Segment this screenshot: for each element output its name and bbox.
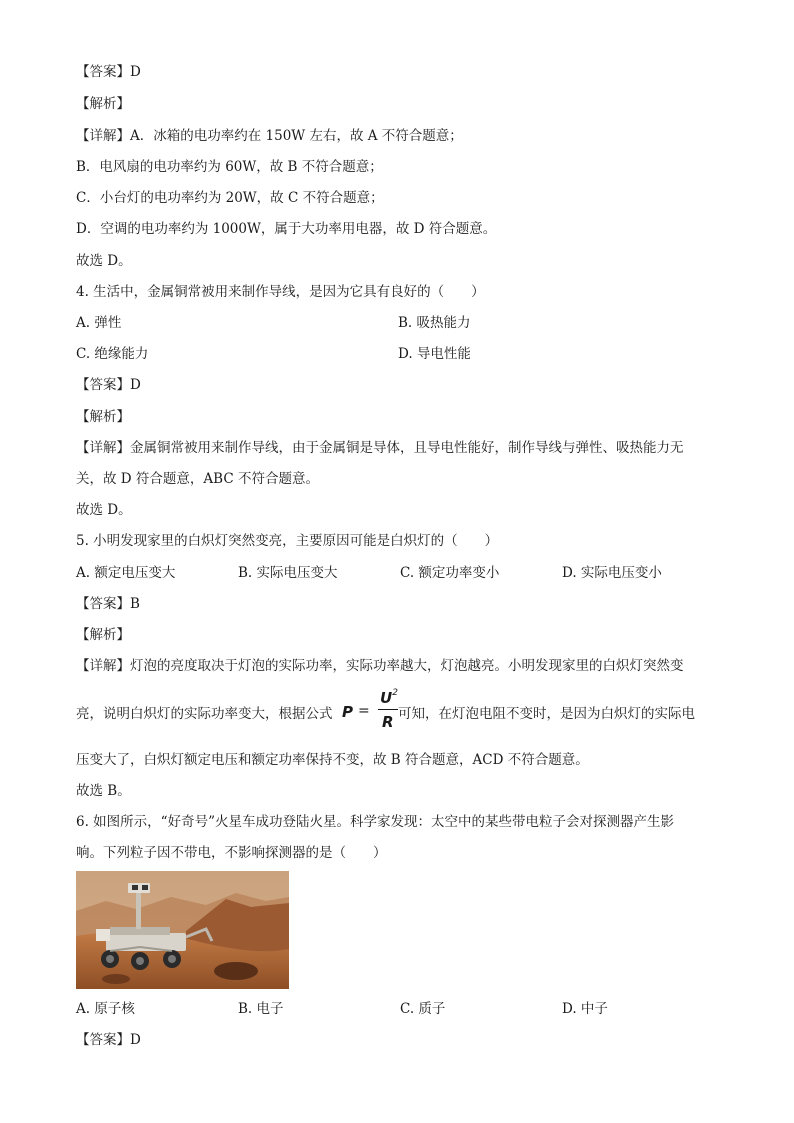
q4-option-d: D. 导电性能 xyxy=(398,346,471,362)
q5-stem: 5. 小明发现家里的白炽灯突然变亮，主要原因可能是白炽灯的（ ） xyxy=(76,533,499,549)
q3-choice: 故选 D。 xyxy=(76,253,132,269)
q3-detail-b: B．电风扇的电功率约为 60W，故 B 不符合题意； xyxy=(76,159,383,175)
fraction-bar xyxy=(378,709,398,710)
q4-option-b: B. 吸热能力 xyxy=(398,315,471,331)
q5-option-c: C. 额定功率变小 xyxy=(400,565,500,581)
q4-choice: 故选 D。 xyxy=(76,502,132,518)
formula-r: R xyxy=(382,713,394,731)
q5-answer: 【答案】B xyxy=(76,596,140,612)
q5-analysis-label: 【解析】 xyxy=(76,627,130,643)
q5-detail-1: 【详解】灯泡的亮度取决于灯泡的实际功率，实际功率越大，灯泡越亮。小明发现家里的白炽灯突然变 xyxy=(76,658,684,674)
formula-p: P xyxy=(342,703,353,721)
q4-answer: 【答案】D xyxy=(76,377,141,393)
formula-square: 2 xyxy=(392,688,398,698)
q5-option-a: A. 额定电压变大 xyxy=(76,565,176,581)
q3-analysis-label: 【解析】 xyxy=(76,96,130,112)
q4-option-a: A. 弹性 xyxy=(76,315,122,331)
q6-stem-1: 6. 如图所示，“好奇号”火星车成功登陆火星。科学家发现：太空中的某些带电粒子会对探测器产生影 xyxy=(76,814,674,830)
q5-option-b: B. 实际电压变大 xyxy=(238,565,338,581)
formula-equals: = xyxy=(358,703,370,719)
q3-detail-d: D．空调的电功率约为 1000W，属于大功率用电器，故 D 符合题意。 xyxy=(76,221,497,237)
q5-detail-3: 压变大了，白炽灯额定电压和额定功率保持不变，故 B 符合题意，ACD 不符合题意。 xyxy=(76,752,589,768)
q5-detail-2b: 可知，在灯泡电阻不变时，是因为白炽灯的实际电 xyxy=(398,706,695,722)
q4-analysis-label: 【解析】 xyxy=(76,409,130,425)
q6-stem-2: 响。下列粒子因不带电，不影响探测器的是（ ） xyxy=(76,845,387,861)
q4-stem: 4. 生活中，金属铜常被用来制作导线，是因为它具有良好的（ ） xyxy=(76,284,485,300)
formula-u: U xyxy=(380,689,393,707)
q3-answer: 【答案】D xyxy=(76,64,141,80)
q5-option-d: D. 实际电压变小 xyxy=(562,565,662,581)
q4-option-c: C. 绝缘能力 xyxy=(76,346,149,362)
q3-detail-c: C．小台灯的电功率约为 20W，故 C 不符合题意； xyxy=(76,190,384,206)
q6-option-a: A. 原子核 xyxy=(76,1001,135,1017)
q5-detail-2a: 亮，说明白炽灯的实际功率变大，根据公式 xyxy=(76,706,333,722)
q6-option-b: B. 电子 xyxy=(238,1001,284,1017)
q4-detail-2: 关，故 D 符合题意，ABC 不符合题意。 xyxy=(76,471,319,487)
q6-answer: 【答案】D xyxy=(76,1032,141,1048)
mars-rover-image xyxy=(76,871,289,989)
q6-option-c: C. 质子 xyxy=(400,1001,446,1017)
formula-numerator xyxy=(380,689,398,707)
q6-option-d: D. 中子 xyxy=(562,1001,608,1017)
q3-detail-a: 【详解】A．冰箱的电功率约在 150W 左右，故 A 不符合题意； xyxy=(76,128,463,144)
q5-choice: 故选 B。 xyxy=(76,783,131,799)
q4-detail-1: 【详解】金属铜常被用来制作导线，由于金属铜是导体，且导电性能好，制作导线与弹性、吸热能力无 xyxy=(76,440,684,456)
